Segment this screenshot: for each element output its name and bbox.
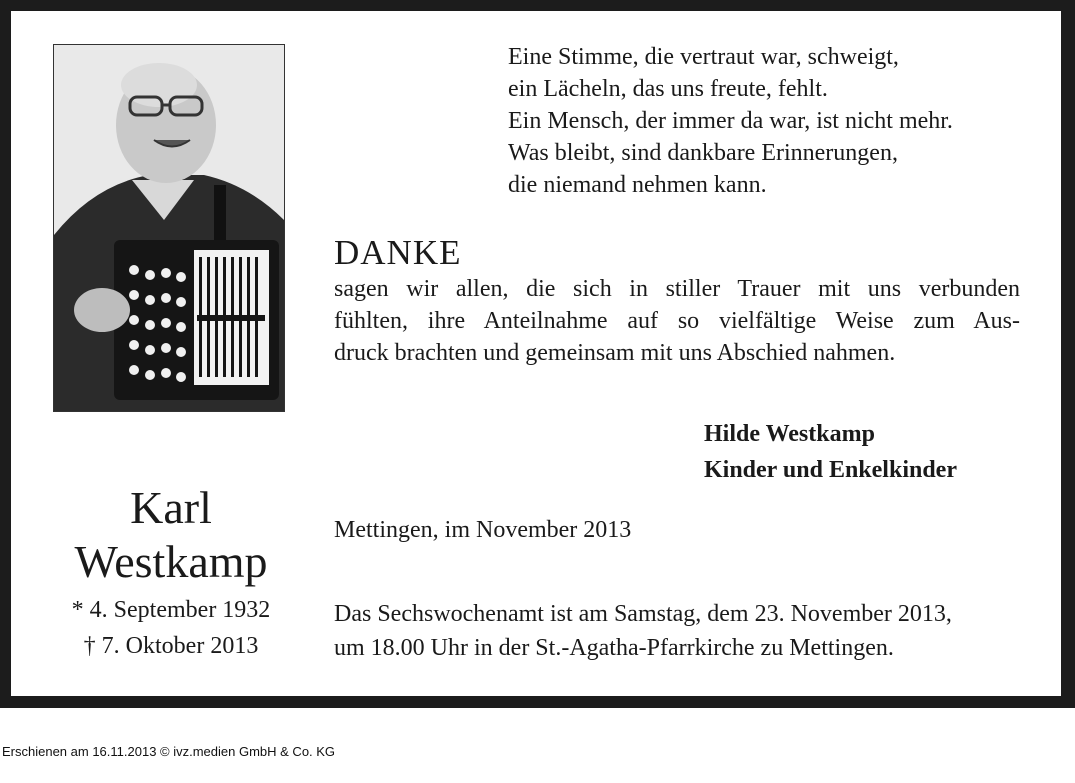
memorial-verse (508, 41, 953, 201)
signers-block (704, 416, 957, 488)
verse-line: Eine Stimme, die vertraut war, schweigt, (508, 44, 899, 70)
verse-line: Was bleibt, sind dankbare Erinnerungen, (508, 140, 898, 166)
verse-line: ein Lächeln, das uns freute, fehlt. (508, 76, 828, 102)
thanks-line: druck brachten und gemeinsam mit uns Abschied nahmen. (334, 340, 896, 366)
death-date: † 7. Oktober 2013 (83, 633, 259, 659)
thanks-line: fühlten, ihre Anteilnahme auf so vielfältige Weise zum Aus- (334, 308, 1020, 334)
service-info (334, 597, 952, 665)
portrait-photo (53, 44, 285, 412)
deceased-last-name: Westkamp (74, 536, 268, 587)
notice-paper (11, 11, 1061, 696)
place-date: Mettingen, im November 2013 (334, 517, 632, 543)
service-line: um 18.00 Uhr in der St.-Agatha-Pfarrkirche zu Mettingen. (334, 635, 894, 661)
thanks-text (334, 273, 1020, 369)
verse-line: Ein Mensch, der immer da war, ist nicht mehr. (508, 108, 953, 134)
service-line: Das Sechswochenamt ist am Samstag, dem 23. November 2013, (334, 601, 952, 627)
thanks-line: sagen wir allen, die sich in stiller Trauer mit uns verbunden (334, 276, 1020, 302)
thanks-heading: DANKE (334, 233, 462, 272)
signer-name: Kinder und Enkelkinder (704, 457, 957, 483)
birth-date: * 4. September 1932 (71, 597, 271, 623)
deceased-first-name: Karl (130, 482, 212, 533)
publication-footer: Erschienen am 16.11.2013 © ivz.medien GmbH & Co. KG (2, 744, 336, 759)
verse-line: die niemand nehmen kann. (508, 172, 767, 198)
signer-name: Hilde Westkamp (704, 421, 875, 447)
